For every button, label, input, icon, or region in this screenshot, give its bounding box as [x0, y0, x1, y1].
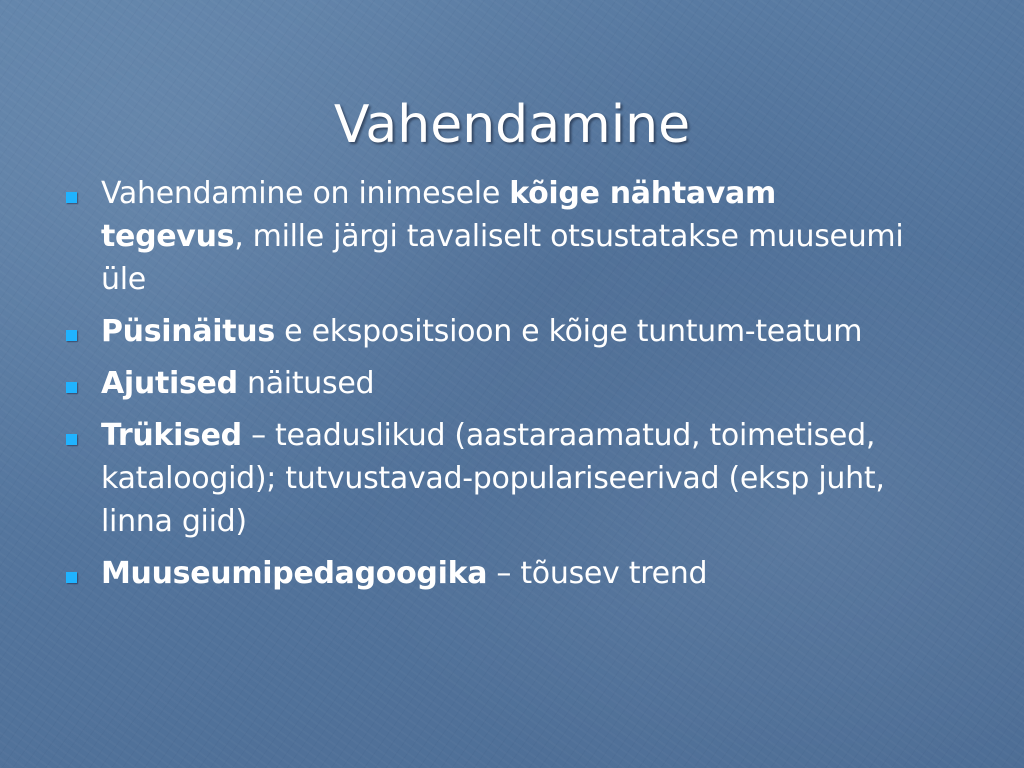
slide-title: Vahendamine [333, 94, 691, 155]
bullet-bold-text: Ajutised [101, 366, 238, 401]
bullet-text: – tõusev trend [487, 556, 708, 591]
bullet-item-muuseumipedagoogika [60, 552, 920, 595]
bullet-item-ajutised [60, 362, 920, 405]
bullet-bold-text: Püsinäitus [101, 314, 275, 349]
bullet-text: näitused [237, 366, 375, 401]
square-bullet-icon [66, 382, 77, 393]
bullet-item-trukised [60, 414, 920, 543]
bullet-bold-text: Trükised [101, 418, 242, 453]
bullet-text: Vahendamine on inimesele [101, 176, 510, 211]
bullet-item-pusinaitus [60, 310, 920, 353]
bullet-item-vahendamine [60, 172, 920, 301]
bullet-bold-text: kõige nähtavam tegevus [101, 176, 776, 254]
square-bullet-icon [66, 572, 77, 583]
bullet-text: – teaduslikud (aastaraamatud, toimetised, kataloogid); tutvustavad-populariseerivad (eksp juht, linna giid) [101, 418, 885, 539]
bullet-text: , mille järgi tavaliselt otsustatakse muuseumi üle [101, 219, 904, 297]
square-bullet-icon [66, 192, 77, 203]
bullet-text: e ekspositsioon e kõige tuntum-teatum [274, 314, 863, 349]
square-bullet-icon [66, 434, 77, 445]
bullet-list [60, 172, 920, 604]
bullet-bold-text: Muuseumipedagoogika [101, 556, 488, 591]
square-bullet-icon [66, 330, 77, 341]
